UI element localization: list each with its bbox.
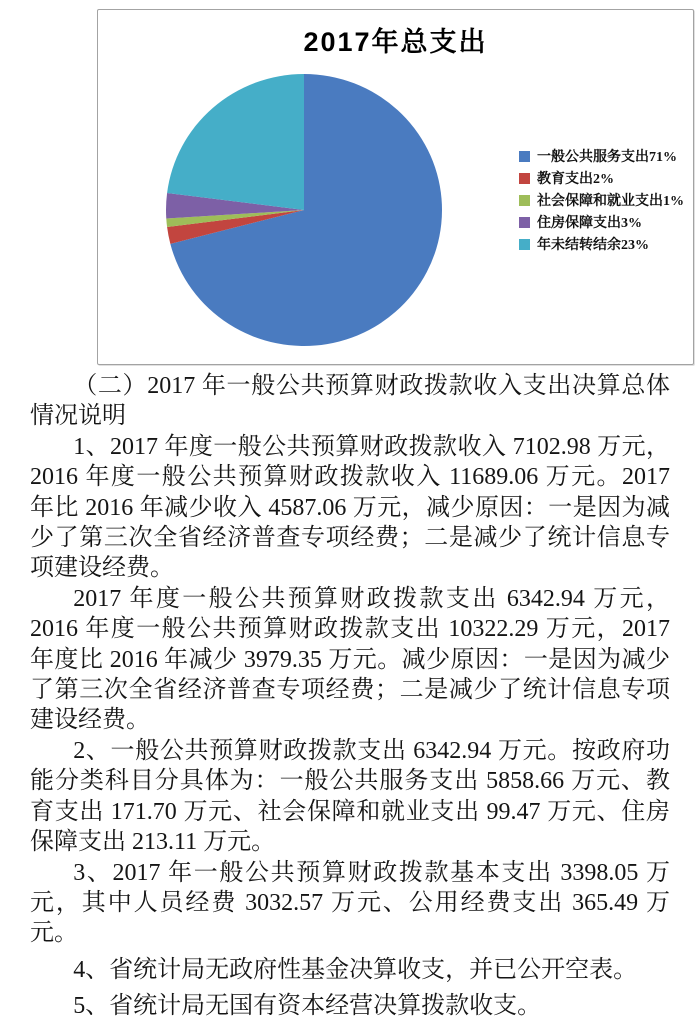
legend-color-swatch xyxy=(519,217,530,228)
legend-label: 年未结转结余23% xyxy=(537,238,649,253)
legend-item xyxy=(519,193,684,207)
chart-title: 2017年总支出 xyxy=(303,27,488,57)
chart-legend xyxy=(519,149,684,251)
body-paragraph: 3、2017 年一般公共预算财政拨款基本支出 3398.05 万元，其中人员经费 3032.57 万元、公用经费支出 365.49 万元。 xyxy=(30,859,670,947)
legend-label: 社会保障和就业支出1% xyxy=(537,194,684,209)
pie-chart-panel xyxy=(97,9,694,365)
body-paragraph: 1、2017 年度一般公共预算财政拨款收入 7102.98 万元，2016 年度一般公共预算财政拨款收入 11689.06 万元。2017 年比 2016 年减少收入 4587.06 万元，减少原因：一是因为减少了第三次全省经济普查专项经费；二是减少了统计信息专项建设经费。 xyxy=(30,433,670,582)
body-paragraph: 2、一般公共预算财政拨款支出 6342.94 万元。按政府功能分类科目分具体为：一般公共服务支出 5858.66 万元、教育支出 171.70 万元、社会保障和就业支出 99.47 万元、住房保障支出 213.11 万元。 xyxy=(30,737,670,856)
legend-color-swatch xyxy=(519,195,530,206)
legend-item xyxy=(519,237,684,251)
legend-item xyxy=(519,149,684,163)
legend-color-swatch xyxy=(519,173,530,184)
body-paragraph: 4、省统计局无政府性基金决算收支，并已公开空表。 xyxy=(73,956,638,983)
legend-item xyxy=(519,171,684,185)
body-paragraph: （二）2017 年一般公共预算财政拨款收入支出决算总体情况说明 xyxy=(30,373,670,430)
legend-color-swatch xyxy=(519,151,530,162)
body-paragraph: 5、省统计局无国有资本经营决算拨款收支。 xyxy=(73,993,542,1018)
document-body xyxy=(30,371,670,1018)
legend-label: 住房保障支出3% xyxy=(537,216,642,231)
legend-label: 教育支出2% xyxy=(537,172,614,187)
legend-color-swatch xyxy=(519,239,530,250)
body-paragraph: 2017 年度一般公共预算财政拨款支出 6342.94 万元，2016 年度一般公共预算财政拨款支出 10322.29 万元，2017 年度比 2016 年减少 3979.35 万元。减少原因：一是因为减少了第三次全省经济普查专项经费；二是减少了统计信息专项建设经费。 xyxy=(30,585,670,734)
legend-label: 一般公共服务支出71% xyxy=(537,150,677,165)
legend-item xyxy=(519,215,684,229)
